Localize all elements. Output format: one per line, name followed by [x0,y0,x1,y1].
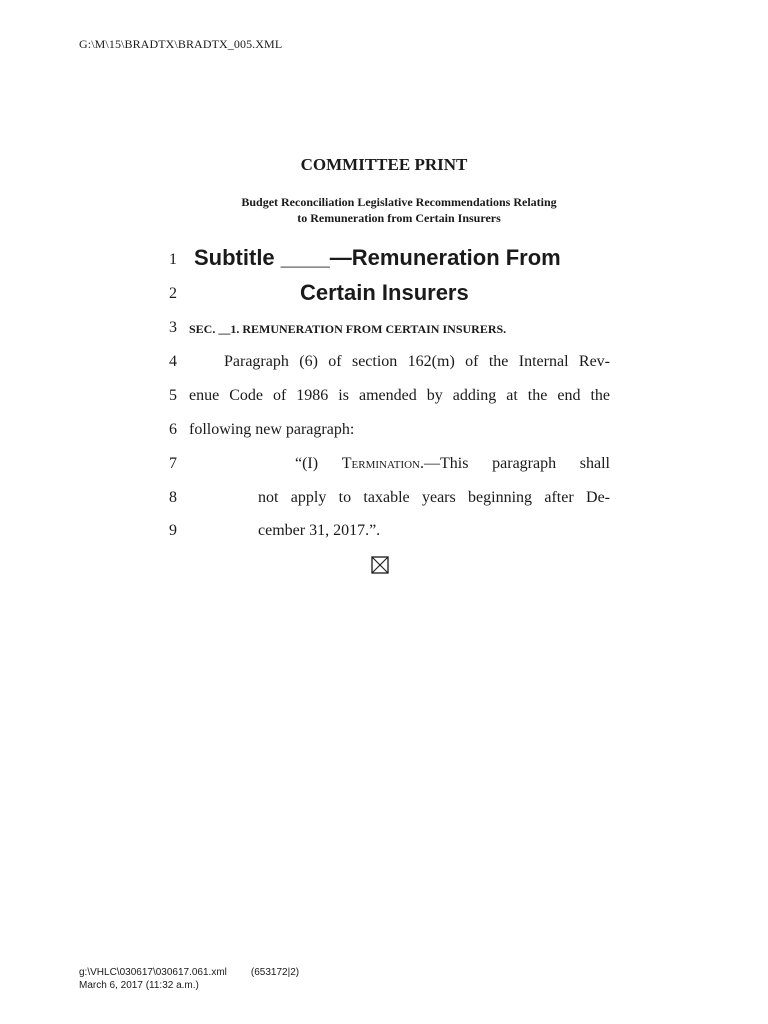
line-number-1: 1 [169,251,177,268]
paragraph-line-5: enue Code of 1986 is amended by adding at the end the [189,387,610,404]
file-path-header: G:\M\15\BRADTX\BRADTX_005.XML [79,37,283,51]
line-number-2: 2 [169,285,177,302]
budget-reconciliation-title [160,194,638,226]
footer-doc-id: (653172|2) [250,967,300,978]
subtitle-heading-line-2: Certain Insurers [300,280,469,305]
budget-title-line-1: Budget Reconciliation Legislative Recommendations Relating [241,195,557,209]
footer-source-line [79,966,299,979]
line-number-7: 7 [169,455,177,472]
quoted-paragraph-line-8: not apply to taxable years beginning after De- [258,489,610,506]
line-number-3: 3 [169,319,177,336]
subtitle-heading-line-1: Subtitle ____—Remuneration From [194,245,561,270]
quoted-paragraph-line-7 [295,455,610,473]
budget-title-line-2: to Remuneration from Certain Insurers [297,211,501,225]
committee-print-title: COMMITTEE PRINT [300,155,468,174]
line-number-5: 5 [169,387,177,404]
line-number-6: 6 [169,421,177,438]
page-footer [79,966,299,992]
quote-suffix: .—This paragraph shall [420,455,610,472]
quoted-paragraph-line-9: cember 31, 2017.”. [258,522,381,539]
footer-date: March 6, 2017 (11:32 a.m.) [79,980,199,991]
line-number-9: 9 [169,522,177,539]
footer-source-path: g:\VHLC\030617\030617.061.xml [79,967,227,978]
section-heading: SEC. __1. REMUNERATION FROM CERTAIN INSURERS. [189,322,507,336]
quote-prefix: “(I) [295,455,342,472]
quote-term: Termination [341,455,420,472]
line-number-4: 4 [169,353,177,370]
line-number-8: 8 [169,489,177,506]
paragraph-line-6: following new paragraph: [189,421,355,438]
paragraph-line-4: Paragraph (6) of section 162(m) of the Internal Rev- [224,353,610,370]
end-of-text-box-icon [371,556,389,574]
